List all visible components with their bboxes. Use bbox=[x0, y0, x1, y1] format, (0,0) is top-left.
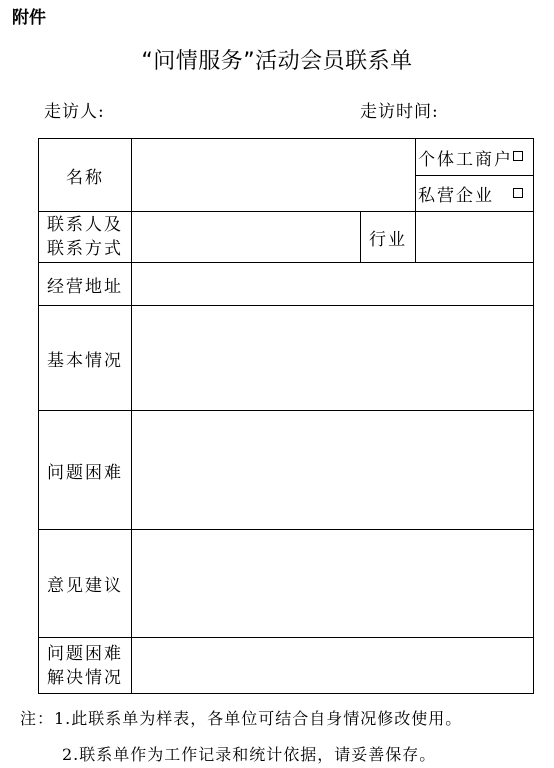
industry-label: 行业 bbox=[361, 212, 416, 263]
resolution-field[interactable] bbox=[132, 638, 534, 694]
problems-label: 问题困难 bbox=[39, 411, 132, 530]
option-individual[interactable] bbox=[416, 139, 534, 176]
note-1: 注：1.此联系单为样表，各单位可结合自身情况修改使用。 bbox=[20, 709, 463, 728]
basic-info-label: 基本情况 bbox=[39, 306, 132, 411]
page-title: “问情服务”活动会员联系单 bbox=[141, 49, 413, 74]
industry-field[interactable] bbox=[416, 212, 534, 263]
option-individual-label: 个体工商户 bbox=[418, 149, 513, 170]
suggestions-label: 意见建议 bbox=[39, 530, 132, 638]
suggestions-field[interactable] bbox=[132, 530, 534, 638]
contact-label-line2: 联系方式 bbox=[47, 239, 123, 259]
resolution-label bbox=[39, 638, 132, 694]
resolution-label-line1: 问题困难 bbox=[47, 643, 123, 664]
contact-field[interactable] bbox=[132, 212, 361, 263]
visit-time-label: 走访时间: bbox=[360, 102, 439, 122]
note-2: 2.联系单作为工作记录和统计依据，请妥善保存。 bbox=[62, 745, 437, 764]
contact-form-table bbox=[38, 138, 534, 694]
individual-checkbox[interactable] bbox=[513, 151, 523, 161]
resolution-label-line2: 解决情况 bbox=[47, 667, 123, 688]
attachment-label: 附件 bbox=[12, 8, 46, 28]
option-private-label: 私营企业 bbox=[418, 186, 494, 206]
name-field[interactable] bbox=[132, 139, 416, 212]
address-field[interactable] bbox=[132, 263, 534, 306]
visitor-label: 走访人: bbox=[44, 102, 105, 122]
address-label: 经营地址 bbox=[39, 263, 132, 306]
contact-label bbox=[39, 212, 132, 263]
contact-label-line1: 联系人及 bbox=[47, 215, 123, 235]
basic-info-field[interactable] bbox=[132, 306, 534, 411]
name-label: 名称 bbox=[39, 139, 132, 212]
option-private[interactable] bbox=[416, 176, 534, 212]
problems-field[interactable] bbox=[132, 411, 534, 530]
private-checkbox[interactable] bbox=[513, 188, 523, 198]
